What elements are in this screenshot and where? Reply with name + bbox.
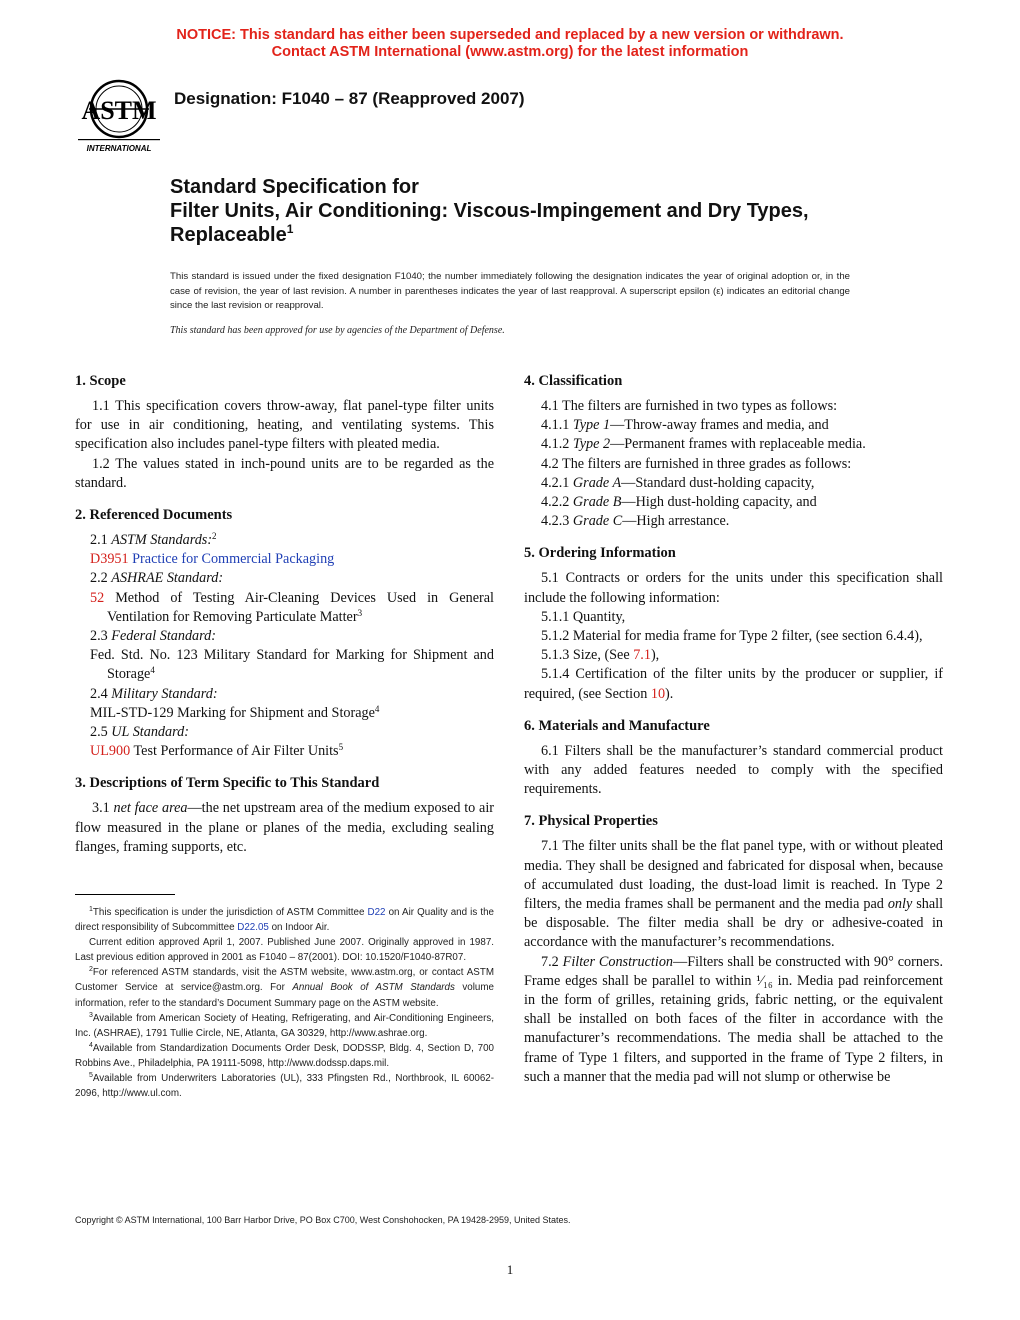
ref-num: 2.5 [90, 724, 108, 741]
designation: Designation: F1040 – 87 (Reapproved 2007) [174, 89, 525, 108]
footnote-mark: 1 [89, 906, 93, 913]
ref-2-5 [75, 723, 494, 742]
standard-code-link[interactable]: D3951 [90, 551, 129, 568]
ref-label: ASTM Standards: [111, 532, 213, 549]
para-4-2-3 [524, 512, 943, 531]
ref-ashrae-52 [75, 589, 494, 627]
footnote-3 [75, 1011, 494, 1041]
section-heading-scope: 1. Scope [75, 373, 126, 389]
definition: —Permanent frames with replaceable media. [610, 436, 866, 453]
term: Grade C [572, 513, 623, 530]
para-7-2 [524, 953, 943, 1087]
notice-line-1: NOTICE: This standard has either been superseded and replaced by a new version or withdrawn. [176, 27, 844, 43]
footnote-1b: Current edition approved April 1, 2007. Published June 2007. Originally approved in 1987. Last previous edition approved in 2001 as F1040 – 87(2001). DOI: 10.1520/F1040-87R07. [75, 937, 494, 964]
footnote-text: This specification is under the jurisdiction of ASTM Committee [92, 907, 365, 918]
footnote-mark: 3 [357, 607, 363, 618]
definition: —the net upstream area of the medium exposed to air flow measured in the plane or planes of the media, excluding sealing flanges, framing supports, etc. [75, 800, 494, 855]
ref-num: 2.4 [90, 685, 108, 702]
footnote-text: Available from Standardization Documents Order Desk, DODSSP, Bldg. 4, Section D, 700 Robbins Ave., Philadelphia, PA 19111-5098, http://www.dodssp.daps.mil. [75, 1042, 494, 1069]
para-3-1 [75, 799, 494, 857]
page-number: 1 [506, 1262, 514, 1277]
preamble: This standard is issued under the fixed designation F1040; the number immediately following the designation indicates the year of original adoption or, in the case of revision, the year of last revision. A number in parentheses indicates the year of last reapproval. A superscript epsilon (ε) indicates an editorial change since the last revision or reapproval. [170, 271, 850, 311]
footnote-4 [75, 1041, 494, 1071]
para-num: 4.2.2 [541, 494, 570, 511]
para-5-1-2: 5.1.2 Material for media frame for Type 2 filter, (see section 6.4.4), [541, 628, 923, 645]
para-text: 7.1 The filter units shall be the flat panel type, with or without pleated media. They shall be designed and fabricated for disposal when, because of accumulated dust loading, the dust-load limit is reached. In Type 2 filters, the media frames shall be permanent and the media pad [524, 838, 943, 913]
title-line-1: Standard Specification for [170, 176, 419, 198]
ref-label: UL Standard: [111, 724, 189, 741]
footnote-mark: 3 [89, 1011, 93, 1019]
para-4-2-2 [524, 493, 943, 512]
ref-2-1 [75, 531, 494, 550]
title-line-2: Filter Units, Air Conditioning: Viscous-Impingement and Dry Types, Replaceable [170, 200, 809, 246]
standard-title: Test Performance of Air Filter Units [133, 743, 339, 760]
section-heading-physical: 7. Physical Properties [524, 813, 658, 830]
document-title [170, 175, 870, 247]
footnote-5 [75, 1071, 494, 1101]
para-4-1-1 [524, 416, 943, 435]
definition: —Standard dust-holding capacity, [621, 474, 815, 491]
footnote-mark: 4 [150, 665, 155, 676]
ref-2-2 [75, 569, 494, 588]
ref-label: Military Standard: [111, 685, 218, 702]
definition: —Throw-away frames and media, and [610, 417, 829, 434]
footnote-mark: 5 [89, 1072, 93, 1080]
term: Type 2 [572, 436, 611, 453]
para-5-1-3 [524, 646, 943, 665]
section-heading-descriptions: 3. Descriptions of Term Specific to This Standard [75, 775, 380, 792]
footnote-mark: 2 [89, 966, 93, 974]
subcommittee-link[interactable]: D22.05 [237, 922, 269, 934]
ref-num: 2.3 [90, 628, 108, 645]
footnotes [75, 905, 494, 1101]
ref-2-3 [75, 627, 494, 646]
ref-ul900 [75, 742, 494, 761]
notice-line-2: Contact ASTM International (www.astm.org) for the latest information [271, 44, 749, 60]
standard-title: Method of Testing Air-Cleaning Devices Used in General Ventilation for Removing Particulate Matter [107, 589, 494, 625]
footnote-divider [75, 894, 175, 895]
para-7-1 [524, 837, 943, 952]
para-4-2-1 [524, 474, 943, 493]
definition: —High dust-holding capacity, and [621, 494, 817, 511]
para-text: ). [665, 685, 674, 702]
para-5-1: 5.1 Contracts or orders for the units under this specification shall include the following information: [524, 570, 943, 606]
para-num: 7.2 [541, 953, 559, 970]
para-5-1-1: 5.1.1 Quantity, [541, 608, 626, 625]
logo-letters: ASTM [81, 96, 157, 125]
para-text: ), [650, 647, 660, 664]
footnote-text: Available from American Society of Heating, Refrigerating, and Air-Conditioning Engineers, Inc. (ASHRAE), 1791 Tullie Circle, NE, Atlanta, GA 30329, http://www.ashrae.org. [75, 1012, 494, 1039]
term: Filter Construction [562, 953, 674, 970]
astm-logo [76, 75, 162, 155]
ref-num: 2.2 [90, 570, 108, 587]
para-text: shall be disposable. The filter media shall be dry or adhesive-coated in accordance with the manufacturer’s recommendations. [524, 896, 944, 951]
footnote-mark: 2 [212, 531, 217, 542]
footnote-text: volume information, refer to the standard’s Document Summary page on the ASTM website. [75, 982, 494, 1009]
ref-label: Federal Standard: [111, 628, 216, 645]
footnote-mark: 4 [89, 1041, 93, 1049]
para-num: 4.2.1 [541, 474, 570, 491]
standard-code-link[interactable]: UL900 [90, 743, 131, 760]
right-column [524, 372, 943, 1087]
standard-code-link[interactable]: 52 [90, 589, 105, 606]
footnote-1 [75, 905, 494, 935]
ref-num: 2.1 [90, 532, 108, 549]
para-1-2: 1.2 The values stated in inch-pound units are to be regarded as the standard. [75, 455, 494, 491]
term: Grade A [572, 474, 622, 491]
para-4-1-2 [524, 435, 943, 454]
para-5-1-4 [524, 665, 943, 703]
standard-title: Fed. Std. No. 123 Military Standard for Marking for Shipment and Storage [90, 647, 494, 683]
supersede-notice [0, 27, 1020, 61]
footnote-text: on Air Quality and is the direct responsibility of Subcommittee [75, 907, 494, 934]
copyright: Copyright © ASTM International, 100 Barr Harbor Drive, PO Box C700, West Conshohocken, PA 19428-2959, United States. [75, 1215, 571, 1225]
para-6-1: 6.1 Filters shall be the manufacturer’s standard commercial product with any added features needed to comply with the specified requirements. [524, 742, 943, 798]
section-heading-ordering: 5. Ordering Information [524, 545, 676, 562]
ref-d3951 [75, 550, 494, 569]
ref-label: ASHRAE Standard: [111, 570, 224, 587]
ref-fed-std [75, 646, 494, 684]
footnote-mark: 5 [338, 742, 344, 753]
standard-title-link[interactable]: Practice for Commercial Packaging [132, 551, 335, 568]
footnote-text: on Indoor Air. [271, 922, 330, 934]
footnote-text: For referenced ASTM standards, visit the ASTM website, www.astm.org, or contact ASTM Customer Service at service@astm.org. For [75, 967, 494, 994]
logo-subtext: INTERNATIONAL [86, 144, 152, 153]
definition: —High arrestance. [622, 513, 730, 530]
para-num: 4.1.1 [541, 417, 570, 434]
ref-mil-std [75, 704, 494, 723]
title-footnote-mark: 1 [286, 222, 294, 236]
definition: —Filters shall be constructed with 90° corners. Frame edges shall be parallel to within ¹⁄₁₆ in. Media pad reinforcement in the form of grilles, retaining grids, fabric netting, or the equivalent shall be installed on both faces of the filter in accordance with the manufacturer’s recommendations. The media shall be attached to the frame of Type 1 filters, and supported in the frame of Type 2 filters, in such a manner that the media pad will not slump or otherwise be [524, 953, 944, 1085]
emphasis: Annual Book of ASTM Standards [292, 982, 455, 994]
section-link[interactable]: 10 [650, 685, 666, 702]
term: net face area [113, 800, 188, 817]
emphasis: only [887, 896, 913, 913]
para-4-1: 4.1 The filters are furnished in two types as follows: [541, 398, 838, 414]
left-column [75, 372, 494, 857]
para-num: 3.1 [92, 800, 110, 817]
term: Grade B [572, 494, 622, 511]
footnote-mark: 4 [374, 703, 380, 714]
para-text: 5.1.4 Certification of the filter units by the producer or supplier, if required, (see Section [524, 666, 943, 702]
para-1-1: 1.1 This specification covers throw-away, flat panel-type filter units for use in air conditioning, heating, and ventilating systems. This specification also includes panel-type filters with pleated media. [75, 398, 494, 453]
para-text: 5.1.3 Size, (See [541, 647, 630, 664]
para-num: 4.2.3 [541, 513, 570, 530]
term: Type 1 [572, 417, 611, 434]
defense-approval: This standard has been approved for use by agencies of the Department of Defense. [170, 325, 505, 336]
section-link[interactable]: 7.1 [633, 647, 651, 664]
standard-title: MIL-STD-129 Marking for Shipment and Storage [90, 704, 375, 721]
para-4-2: 4.2 The filters are furnished in three grades as follows: [541, 455, 852, 472]
footnote-2 [75, 965, 494, 1010]
section-heading-materials: 6. Materials and Manufacture [524, 717, 710, 734]
section-heading-referenced: 2. Referenced Documents [75, 507, 233, 524]
section-heading-classification: 4. Classification [524, 373, 623, 389]
astm-logo-icon [76, 75, 162, 155]
footnote-text: Available from Underwriters Laboratories (UL), 333 Pfingsten Rd., Northbrook, IL 60062-2096, http://www.ul.com. [75, 1073, 494, 1100]
para-num: 4.1.2 [541, 436, 570, 453]
committee-link[interactable]: D22 [367, 907, 386, 918]
ref-2-4 [75, 685, 494, 704]
